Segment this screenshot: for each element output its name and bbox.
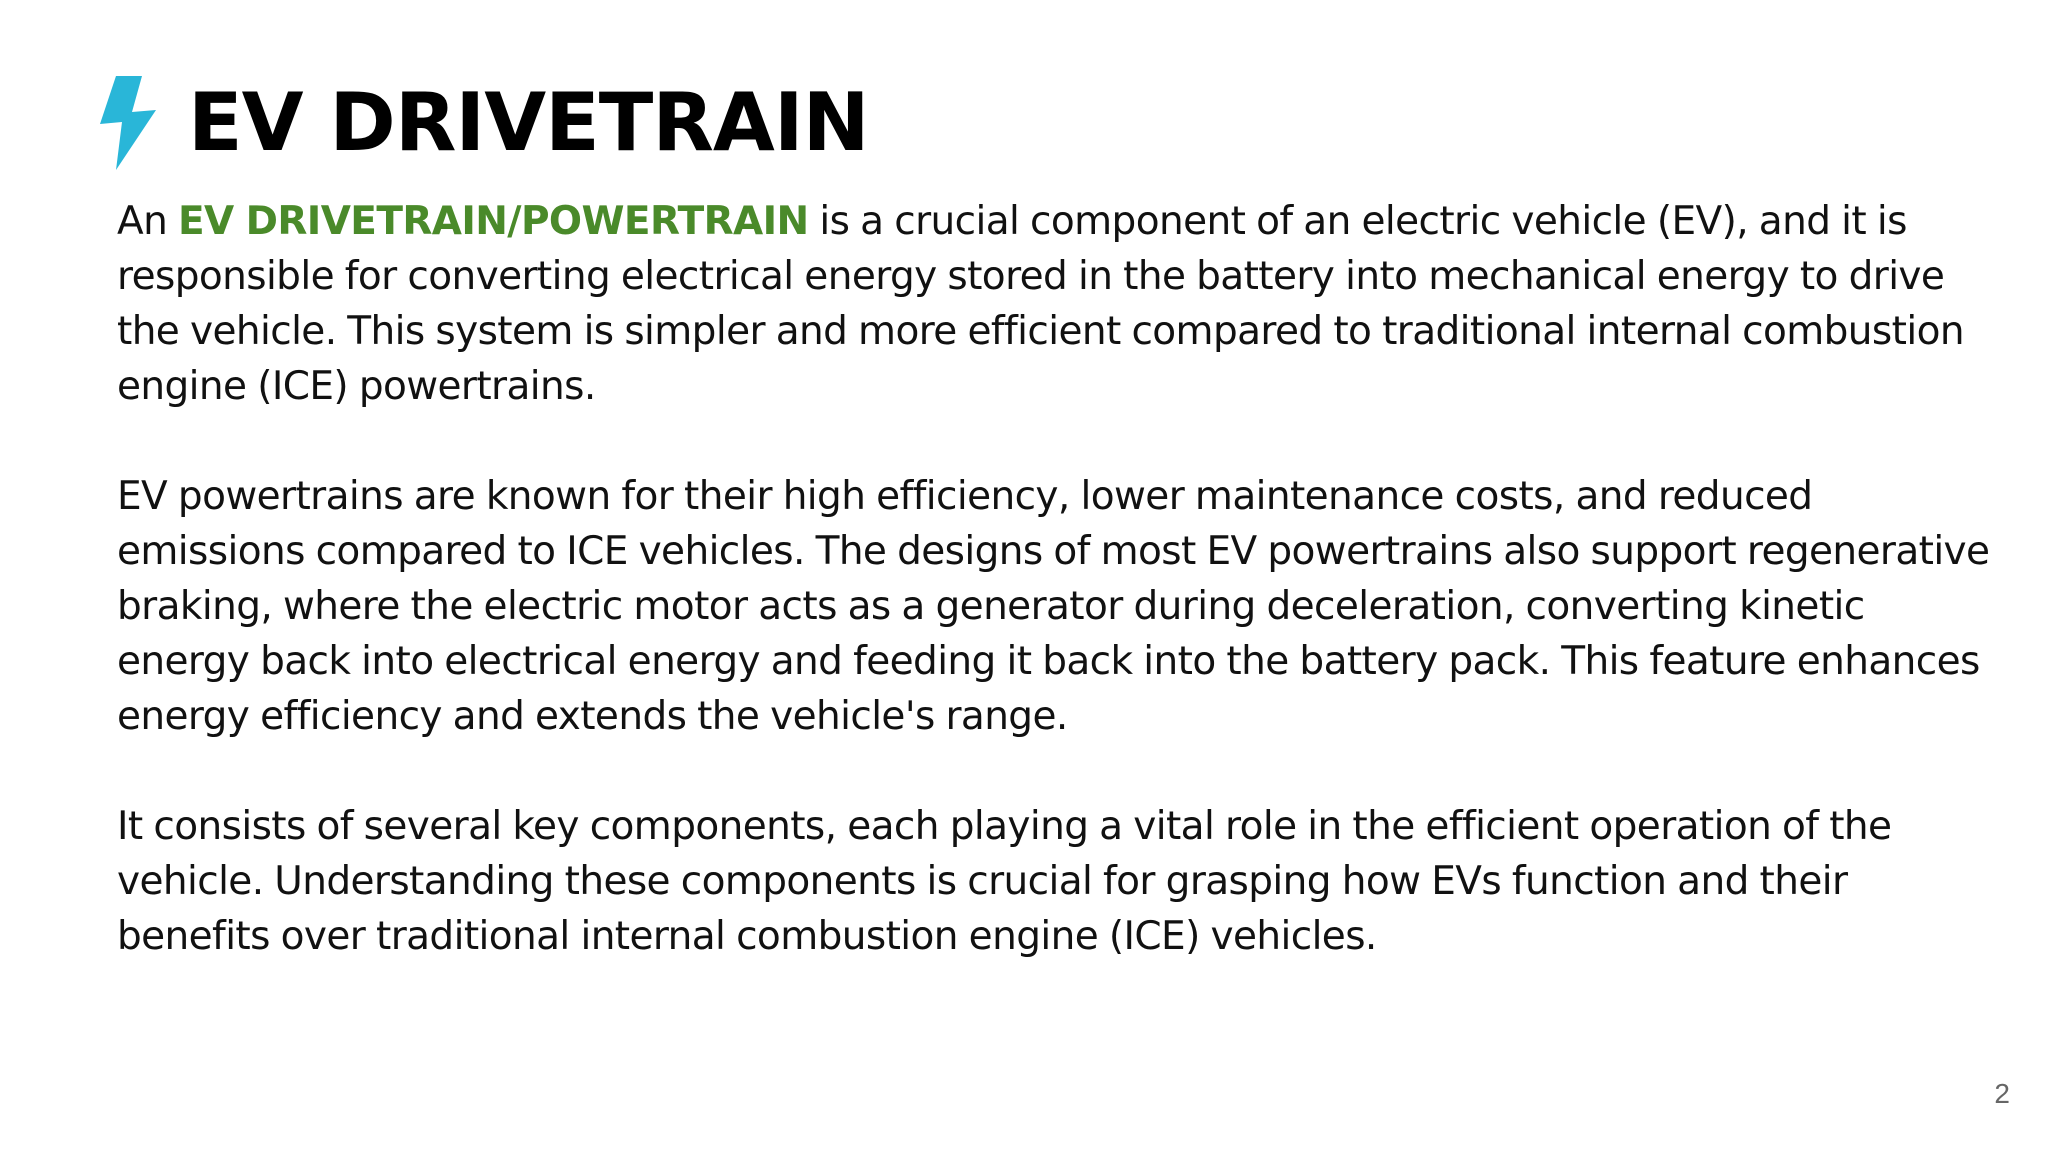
lightning-bolt-icon (96, 76, 160, 170)
page-title: EV DRIVETRAIN (188, 76, 869, 169)
paragraph-1 (117, 194, 1997, 414)
page-number: 2 (1994, 1078, 2010, 1109)
paragraph-2: EV powertrains are known for their high efficiency, lower maintenance costs, and reduced emissions compared to ICE vehicles. The designs of most EV powertrains also support regenerative braking, where the electric motor acts as a generator during deceleration, converting kinetic energy back into electrical energy and feeding it back into the battery pack. This feature enhances energy efficiency and extends the vehicle's range. (117, 474, 1990, 739)
paragraph-1-suffix: is a crucial component of an electric vehicle (EV), and it is responsible for converting electrical energy stored in the battery into mechanical energy to drive the vehicle. This system is simpler and more efficient compared to traditional internal combustion engine (ICE) powertrains. (117, 199, 1964, 409)
title-row (96, 76, 869, 170)
body-text (117, 194, 1997, 964)
highlighted-term: EV DRIVETRAIN/POWERTRAIN (178, 199, 809, 244)
paragraph-1-prefix: An (117, 199, 178, 244)
paragraph-3: It consists of several key components, each playing a vital role in the efficient operation of the vehicle. Understanding these components is crucial for grasping how EVs function and their benefits over traditional internal combustion engine (ICE) vehicles. (117, 804, 1892, 959)
